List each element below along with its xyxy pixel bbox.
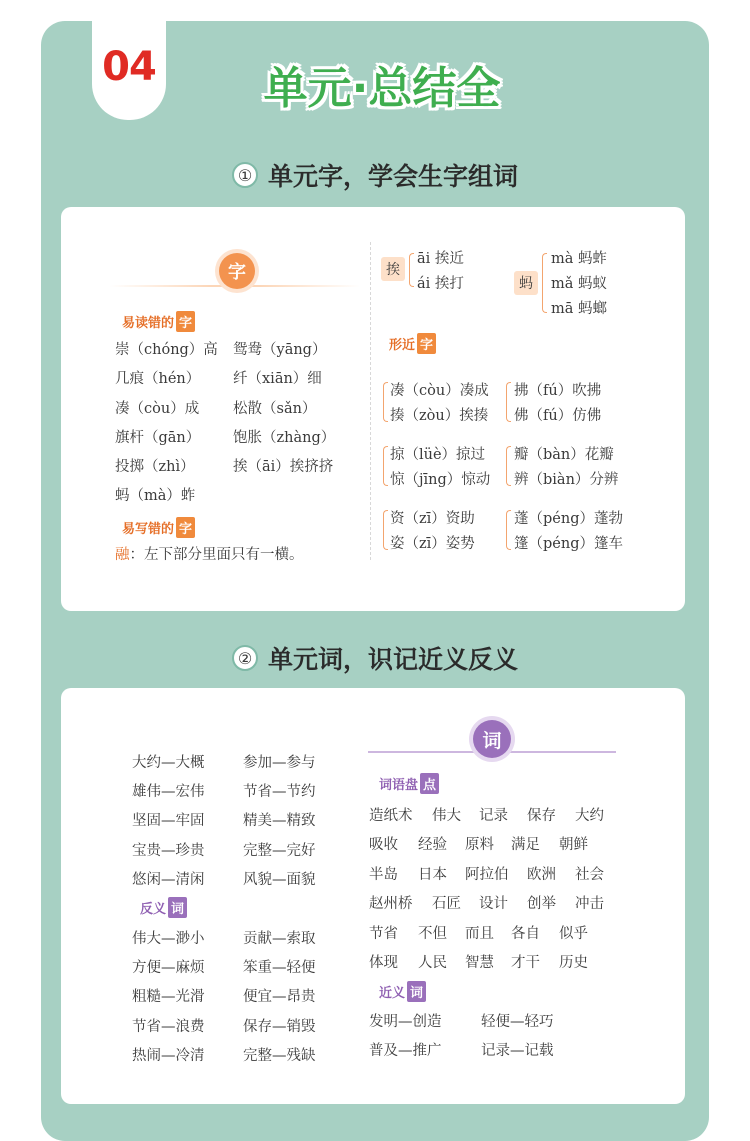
synonym-pair: 大约—大概 [132, 755, 205, 771]
brace [409, 253, 414, 287]
review-word: 才干 [511, 955, 540, 971]
page-title: 单元·总结全 [263, 63, 501, 114]
similar-item: 资（zī）资助 [390, 511, 475, 527]
tag-antonym-box: 词 [168, 897, 187, 918]
synonym-pair: 精美—精致 [243, 813, 316, 829]
review-word: 伟大 [432, 808, 461, 824]
review-word: 不但 [418, 926, 447, 942]
poly-item: ái 挨打 [417, 276, 464, 292]
similar-item: 掠（lüè）掠过 [390, 447, 486, 463]
review-word: 创举 [527, 896, 556, 912]
tag-review-box: 点 [420, 773, 439, 794]
synonym-pair: 发明—创造 [369, 1014, 442, 1030]
review-word: 半岛 [369, 867, 398, 883]
brace [383, 382, 388, 422]
similar-item: 瓣（bàn）花瓣 [514, 447, 614, 463]
brace [506, 382, 511, 422]
ci-badge: 词 [473, 720, 511, 758]
section-2-heading [0, 640, 750, 676]
tag-review-label: 词语盘 [379, 778, 419, 793]
easy-write-char: 融 [115, 547, 130, 563]
synonym-pair: 参加—参与 [243, 755, 316, 771]
synonym-pair: 普及—推广 [369, 1043, 442, 1059]
antonym-pair: 贡献—索取 [243, 931, 316, 947]
tag-easy-read-label: 易读错的 [122, 316, 175, 331]
review-word: 智慧 [465, 955, 494, 971]
synonym-pair: 记录—记载 [481, 1043, 554, 1059]
tag-synonym-box: 词 [407, 981, 426, 1002]
section-1-number: ① [232, 162, 258, 188]
review-word: 经验 [418, 837, 447, 853]
review-word: 赵州桥 [369, 896, 413, 912]
synonym-pair: 悠闲—清闲 [132, 872, 205, 888]
brace [383, 446, 388, 486]
tag-easy-read [118, 311, 195, 332]
column-divider [370, 242, 371, 560]
review-word: 朝鲜 [559, 837, 588, 853]
tag-synonym [375, 981, 426, 1002]
review-word: 日本 [418, 867, 447, 883]
similar-item: 拂（fú）吹拂 [514, 383, 602, 399]
similar-item: 蓬（péng）蓬勃 [514, 511, 623, 527]
similar-item: 揍（zòu）挨揍 [390, 408, 489, 424]
similar-item: 辨（biàn）分辨 [514, 472, 619, 488]
synonym-pair: 风貌—面貌 [243, 872, 316, 888]
tag-similar-box: 字 [417, 333, 436, 354]
poly-item: mā 蚂螂 [551, 301, 608, 317]
similar-item: 惊（jīng）惊动 [390, 472, 491, 488]
number-badge [92, 20, 166, 120]
tag-synonym-label: 近义 [379, 986, 406, 1001]
easy-write-note [115, 543, 304, 564]
unit-number: 04 [102, 44, 156, 90]
tag-review [375, 773, 439, 794]
synonym-pair: 雄伟—宏伟 [132, 784, 205, 800]
antonym-pair: 笨重—轻便 [243, 960, 316, 976]
review-word: 冲击 [575, 896, 604, 912]
review-word: 石匠 [432, 896, 461, 912]
easy-read-item: 崇（chóng）高 [115, 342, 218, 358]
review-word: 保存 [527, 808, 556, 824]
easy-read-item: 凑（còu）成 [115, 401, 200, 417]
review-word: 欧洲 [527, 867, 556, 883]
review-word: 各自 [511, 926, 540, 942]
section-1-title: 单元字，学会生字组词 [267, 162, 518, 191]
antonym-pair: 节省—浪费 [132, 1019, 205, 1035]
easy-read-item: 纤（xiān）细 [233, 371, 322, 387]
easy-read-item: 饱胀（zhàng） [233, 430, 336, 446]
review-word: 而且 [465, 926, 494, 942]
antonym-pair: 粗糙—光滑 [132, 989, 205, 1005]
tag-easy-write-box: 字 [176, 517, 195, 538]
review-word: 社会 [575, 867, 604, 883]
antonym-pair: 完整—残缺 [243, 1048, 316, 1064]
section-1-heading [0, 157, 750, 193]
review-word: 阿拉伯 [465, 867, 509, 883]
antonym-pair: 方便—麻烦 [132, 960, 205, 976]
poly-char: 蚂 [514, 271, 538, 295]
review-word: 造纸术 [369, 808, 413, 824]
similar-item: 篷（péng）篷车 [514, 536, 623, 552]
review-word: 历史 [559, 955, 588, 971]
similar-item: 佛（fú）仿佛 [514, 408, 602, 424]
easy-read-item: 几痕（hén） [115, 371, 201, 387]
antonym-pair: 伟大—渺小 [132, 931, 205, 947]
zi-badge: 字 [219, 253, 255, 289]
easy-read-item: 蚂（mà）蚱 [115, 488, 196, 504]
easy-write-text: ：左下部分里面只有一横。 [129, 547, 304, 563]
brace [506, 510, 511, 550]
synonym-pair: 宝贵—珍贵 [132, 843, 205, 859]
antonym-pair: 保存—销毁 [243, 1019, 316, 1035]
review-word: 设计 [479, 896, 508, 912]
easy-read-item: 旗杆（gān） [115, 430, 201, 446]
review-word: 满足 [511, 837, 540, 853]
tag-easy-write [118, 517, 195, 538]
section-2-number: ② [232, 645, 258, 671]
poly-item: mǎ 蚂蚁 [551, 276, 608, 292]
antonym-pair: 热闹—冷清 [132, 1048, 205, 1064]
review-word: 大约 [575, 808, 604, 824]
tag-similar-label: 形近 [389, 338, 416, 353]
brace [506, 446, 511, 486]
review-word: 吸收 [369, 837, 398, 853]
easy-read-item: 松散（sǎn） [233, 401, 317, 417]
synonym-pair: 轻便—轻巧 [481, 1014, 554, 1030]
review-word: 原料 [465, 837, 494, 853]
synonym-pair: 节省—节约 [243, 784, 316, 800]
review-word: 节省 [369, 926, 398, 942]
review-word: 记录 [479, 808, 508, 824]
synonym-pair: 完整—完好 [243, 843, 316, 859]
tag-easy-read-box: 字 [176, 311, 195, 332]
easy-read-item: 投掷（zhì） [115, 459, 195, 475]
tag-antonym-label: 反义 [140, 902, 167, 917]
brace [542, 253, 547, 313]
synonym-pair: 坚固—牢固 [132, 813, 205, 829]
poly-item: mà 蚂蚱 [551, 251, 608, 267]
review-word: 似乎 [559, 926, 588, 942]
review-word: 人民 [418, 955, 447, 971]
section-2-title: 单元词，识记近义反义 [267, 645, 518, 674]
similar-item: 姿（zī）姿势 [390, 536, 475, 552]
poly-item: āi 挨近 [417, 251, 464, 267]
easy-read-item: 挨（āi）挨挤挤 [233, 459, 334, 475]
antonym-pair: 便宜—昂贵 [243, 989, 316, 1005]
brace [383, 510, 388, 550]
review-word: 体现 [369, 955, 398, 971]
easy-read-item: 鸳鸯（yāng） [233, 342, 327, 358]
tag-easy-write-label: 易写错的 [122, 522, 175, 537]
tag-antonym [136, 897, 187, 918]
similar-item: 凑（còu）凑成 [390, 383, 489, 399]
poly-char: 挨 [381, 257, 405, 281]
tag-similar [385, 333, 436, 354]
